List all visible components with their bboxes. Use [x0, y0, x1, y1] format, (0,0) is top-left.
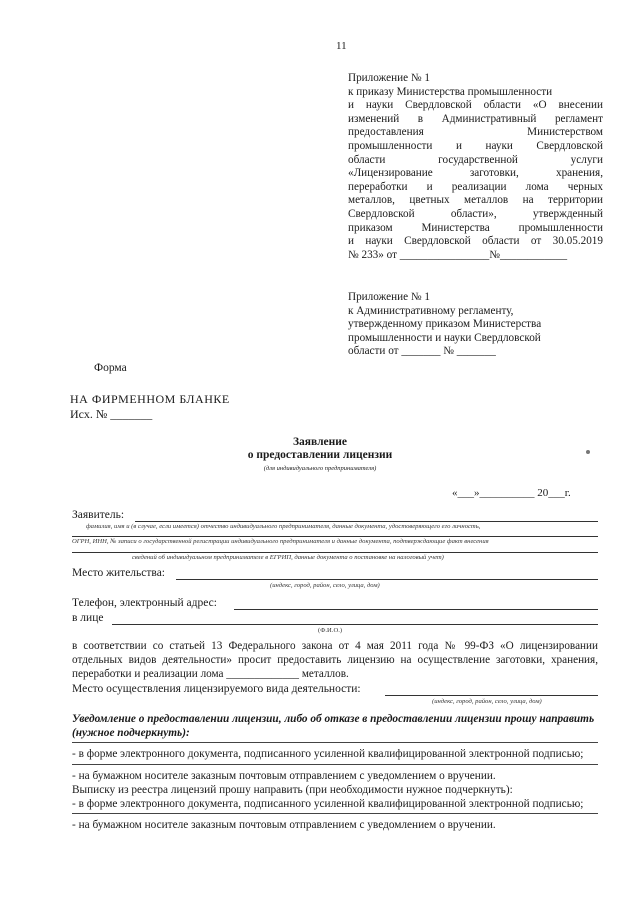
annex1-line: № 233» от ________________№____________	[348, 248, 568, 261]
annex2-line: промышленности и науки Свердловской	[348, 331, 541, 344]
notice-option-electronic[interactable]: - в форме электронного документа, подписанного усиленной квалифицированной электронной подписью;	[72, 748, 584, 761]
activity-place-hint: (индекс, город, район, село, улица, дом)	[432, 698, 542, 705]
notice-section	[72, 712, 598, 832]
annex2-line: Приложение № 1	[348, 291, 430, 303]
applicant-label: Заявитель:	[72, 509, 125, 521]
applicant-input-line[interactable]	[135, 521, 598, 522]
extract-option-paper[interactable]: - на бумажном носителе заказным почтовым отправлением с уведомлением о вручении.	[72, 819, 496, 832]
main-paragraph	[72, 640, 598, 681]
letterhead	[70, 392, 230, 422]
annex1-line: Свердловской области», утвержденный	[348, 207, 603, 220]
person-input-line[interactable]	[112, 624, 598, 625]
divider	[72, 764, 598, 765]
annex1-line: приказом Министерства промышленности	[348, 221, 603, 234]
annex-header-order	[348, 72, 603, 262]
main-paragraph-text: в соответствии со статьей 13 Федерального закона от 4 мая 2011 года № 99-ФЗ «О лицензировании отдельных видов деятельности» просит предоставить лицензию на осуществление заготовки, хранения, переработки и реализации лома _____________ металлов.	[72, 640, 598, 680]
applicant-hint-3: сведений об индивидуальном предпринимателе в ЕГРИП, данные документа о постановке на налоговый учет)	[132, 554, 444, 561]
page-number: 11	[336, 40, 347, 52]
person-label: в лице	[72, 612, 104, 624]
annex1-line: и науки Свердловской области от 30.05.2019	[348, 235, 603, 248]
residence-label: Место жительства:	[72, 567, 165, 579]
applicant-input-line-2[interactable]	[72, 536, 598, 537]
annex1-line: предоставления Министерством	[348, 126, 603, 139]
letterhead-title: НА ФИРМЕННОМ БЛАНКЕ	[70, 392, 230, 406]
person-hint: (Ф.И.О.)	[318, 627, 343, 634]
annex1-line: к приказу Министерства промышленности	[348, 85, 553, 98]
annex1-line: области государственной услуги	[348, 153, 603, 166]
form-label: Форма	[94, 362, 127, 374]
annex1-line: изменений в Административный регламент	[348, 112, 603, 125]
annex2-line: области от _______ № _______	[348, 345, 496, 358]
applicant-hint-2: ОГРН, ИНН, № записи о государственной регистрации индивидуального предпринимателя и данные документа, подтверждающие факт внесения	[72, 538, 489, 545]
annex2-line: утвержденному приказом Министерства	[348, 318, 542, 331]
applicant-hint-1: фамилия, имя и (в случае, если имеется) отчество индивидуального предпринимателя, данные документа, удостоверяющего его личность,	[86, 523, 481, 530]
annex2-line: к Административному регламенту,	[348, 304, 514, 317]
annex1-line: металлов, цветных металлов на территории	[348, 194, 603, 207]
date-line: «___»__________ 20___г.	[452, 487, 571, 499]
title-subline: о предоставлении лицензии	[247, 449, 393, 461]
annex1-line: переработки и реализации лома черных	[348, 180, 603, 193]
divider	[72, 813, 598, 814]
residence-input-line[interactable]	[176, 579, 598, 580]
outgoing-number: Исх. № _______	[70, 407, 153, 421]
annex1-line: Приложение № 1	[348, 72, 430, 84]
annex-header-regulation	[348, 291, 603, 359]
annex1-line: и науки Свердловской области «О внесении	[348, 99, 603, 112]
activity-place-label: Место осуществления лицензируемого вида деятельности:	[72, 683, 361, 695]
residence-hint: (индекс, город, район, село, улица, дом)	[270, 582, 380, 589]
annex1-line: «Лицензирование заготовки, хранения,	[348, 167, 603, 180]
applicant-input-line-3[interactable]	[72, 552, 598, 553]
divider	[72, 742, 598, 743]
notice-heading: Уведомление о предоставлении лицензии, либо об отказе в предоставлении лицензии прошу направить (нужное подчеркнуть):	[72, 713, 595, 740]
phone-input-line[interactable]	[234, 609, 598, 610]
notice-option-paper[interactable]: - на бумажном носителе заказным почтовым отправлением с уведомлением о вручении.	[72, 769, 496, 782]
activity-place-input-line[interactable]	[385, 695, 598, 696]
extract-option-electronic[interactable]: - в форме электронного документа, подписанного усиленной квалифицированной электронной подписью;	[72, 798, 584, 811]
document-title	[0, 436, 640, 475]
phone-label: Телефон, электронный адрес:	[72, 597, 217, 609]
title-line: Заявление	[292, 436, 347, 448]
extract-heading: Выписку из реестра лицензий прошу направить (при необходимости нужное подчеркнуть):	[72, 783, 513, 796]
title-note: (для индивидуального предпринимателя)	[263, 465, 377, 472]
annex1-line: промышленности и науки Свердловской	[348, 139, 603, 152]
